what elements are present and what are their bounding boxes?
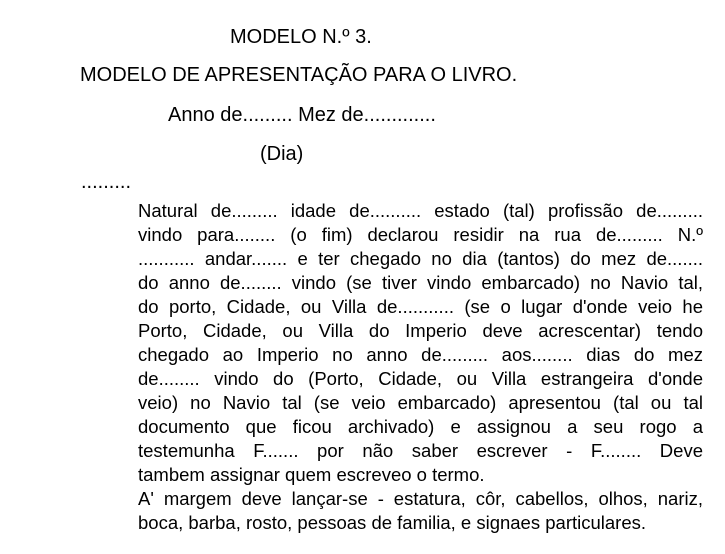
body-line: de........ vindo do (Porto, Cidade, ou Villa estrangeira d'onde: [138, 368, 703, 389]
document-body: [138, 199, 703, 535]
body-line: chegado ao Imperio no anno de......... aos........ dias do mez: [138, 344, 703, 365]
body-line: Porto, Cidade, ou Villa do Imperio deve acrescentar) tendo: [138, 320, 703, 341]
body-line: tambem assignar quem escreveo o termo.: [138, 464, 485, 485]
body-line: Natural de......... idade de.......... estado (tal) profissão de.........: [138, 200, 703, 221]
body-line: A' margem deve lançar-se - estatura, côr, cabellos, olhos, nariz,: [138, 488, 703, 509]
body-line: documento que ficou archivado) e assignou a seu rogo a: [138, 416, 703, 437]
body-line: vindo para........ (o fim) declarou residir na rua de......... N.º: [138, 224, 703, 245]
body-line: ........... andar....... e ter chegado no dia (tantos) do mez de.......: [138, 248, 703, 269]
day-label: (Dia): [260, 143, 304, 165]
document-title: MODELO N.º 3.: [230, 26, 372, 48]
body-line: testemunha F....... por não saber escrever - F........ Deve: [138, 440, 703, 461]
body-line: veio) no Navio tal (se veio embarcado) apresentou (tal ou tal: [138, 392, 703, 413]
margin-dotted-line: .........: [81, 171, 132, 193]
document-subtitle: MODELO DE APRESENTAÇÃO PARA O LIVRO.: [80, 64, 518, 86]
body-line: do anno de........ vindo (se tiver vindo embarcado) no Navio tal,: [138, 272, 703, 293]
body-line: do porto, Cidade, ou Villa de........... (se o lugar d'onde veio he: [138, 296, 703, 317]
body-line: boca, barba, rosto, pessoas de familia, e signaes particulares.: [138, 512, 647, 533]
date-fill-in-line: Anno de......... Mez de.............: [168, 104, 436, 126]
